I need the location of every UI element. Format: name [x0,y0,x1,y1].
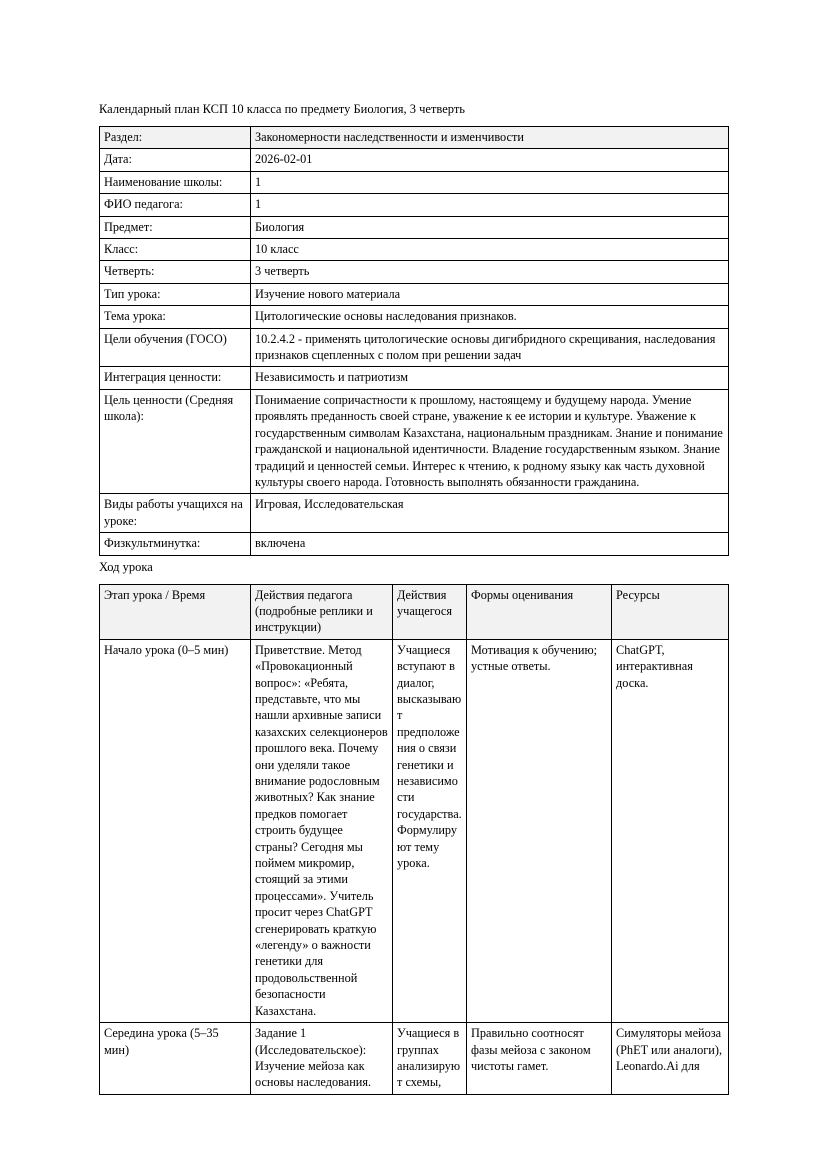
info-value-cell: Независимость и патриотизм [251,367,729,389]
table-row [100,283,729,305]
student-actions-cell: Учащиеся вступают в диалог, высказывают предположения о связи генетики и независимости государства. Формулируют тему урока. [393,639,467,1022]
info-label-cell: Наименование школы: [100,171,251,193]
info-value-cell: Игровая, Исследовательская [251,494,729,533]
table-row [100,367,729,389]
stage-cell: Середина урока (5–35 мин) [100,1023,251,1095]
table-row [100,1023,729,1095]
info-label-cell: Предмет: [100,216,251,238]
resources-cell: ChatGPT, интерактивная доска. [612,639,729,1022]
info-label-cell: Интеграция ценности: [100,367,251,389]
assessment-cell: Правильно соотносят фазы мейоза с законом чистоты гамет. [467,1023,612,1095]
info-value-cell: 1 [251,194,729,216]
column-header: Действия учащегося [393,584,467,639]
table-row [100,639,729,1022]
stage-cell: Начало урока (0–5 мин) [100,639,251,1022]
column-header: Этап урока / Время [100,584,251,639]
table-row [100,533,729,555]
info-label-cell: Физкультминутка: [100,533,251,555]
info-label-cell: Дата: [100,149,251,171]
table-row [100,261,729,283]
lesson-flow-table [99,584,729,1095]
info-value-cell: Цитологические основы наследования признаков. [251,306,729,328]
info-value-cell: 2026-02-01 [251,149,729,171]
info-value-cell: 3 четверть [251,261,729,283]
document-content [99,101,728,1095]
teacher-actions-cell: Приветствие. Метод «Провокационный вопрос»: «Ребята, представьте, что мы нашли архивные записи казахских селекционеров прошлого века. Почему они уделяли такое внимание родословным животных? Как знание предков помогает строить будущее страны? Сегодня мы поймем микромир, стоящий за этими процессами». Учитель просит через ChatGPT сгенерировать краткую «легенду» о важности генетики для продовольственной безопасности Казахстана. [251,639,393,1022]
info-value-cell: Понимаение сопричастности к прошлому, настоящему и будущему народа. Умение проявлять преданность своей стране, уважение к ее истории и культуре. Уважение к государственным символам Казахстана, национальным праздникам. Знание и понимание гражданской и национальной идентичности. Владение государственным языком. Знание традиций и ценностей семьи. Интерес к чтению, к родному языку как часть духовной культуры своего народа. Готовность выполнять обязанности гражданина. [251,389,729,493]
table-header-row [100,584,729,639]
table-row [100,149,729,171]
info-label-cell: Класс: [100,239,251,261]
info-label-cell: ФИО педагога: [100,194,251,216]
resources-cell: Симуляторы мейоза (PhET или аналоги), Leonardo.Ai для [612,1023,729,1095]
info-label-cell: Четверть: [100,261,251,283]
assessment-cell: Мотивация к обучению; устные ответы. [467,639,612,1022]
page-title: Календарный план КСП 10 класса по предмету Биология, 3 четверть [99,102,466,116]
info-value-cell: Закономерности наследственности и изменчивости [251,127,729,149]
table-row [100,389,729,493]
section-caption-lesson-flow: Ход урока [99,559,153,574]
info-value-cell: 10.2.4.2 - применять цитологические основы дигибридного скрещивания, наследования признаков сцепленных с полом при решении задач [251,328,729,367]
table-row [100,216,729,238]
column-header: Действия педагога (подробные реплики и инструкции) [251,584,393,639]
column-header: Ресурсы [612,584,729,639]
table-row [100,306,729,328]
info-label-cell: Тема урока: [100,306,251,328]
info-label-cell: Цели обучения (ГОСО) [100,328,251,367]
info-value-cell: Биология [251,216,729,238]
table-row [100,494,729,533]
table-row [100,127,729,149]
info-label-cell: Тип урока: [100,283,251,305]
info-value-cell: включена [251,533,729,555]
info-value-cell: 1 [251,171,729,193]
teacher-actions-cell: Задание 1 (Исследовательское): Изучение мейоза как основы наследования. [251,1023,393,1095]
student-actions-cell: Учащиеся в группах анализируют схемы, [393,1023,467,1095]
info-value-cell: 10 класс [251,239,729,261]
info-label-cell: Виды работы учащихся на уроке: [100,494,251,533]
table-row [100,239,729,261]
lesson-info-table [99,126,729,556]
info-label-cell: Цель ценности (Средняя школа): [100,389,251,493]
info-value-cell: Изучение нового материала [251,283,729,305]
info-label-cell: Раздел: [100,127,251,149]
table-row [100,328,729,367]
table-row [100,171,729,193]
column-header: Формы оценивания [467,584,612,639]
table-row [100,194,729,216]
